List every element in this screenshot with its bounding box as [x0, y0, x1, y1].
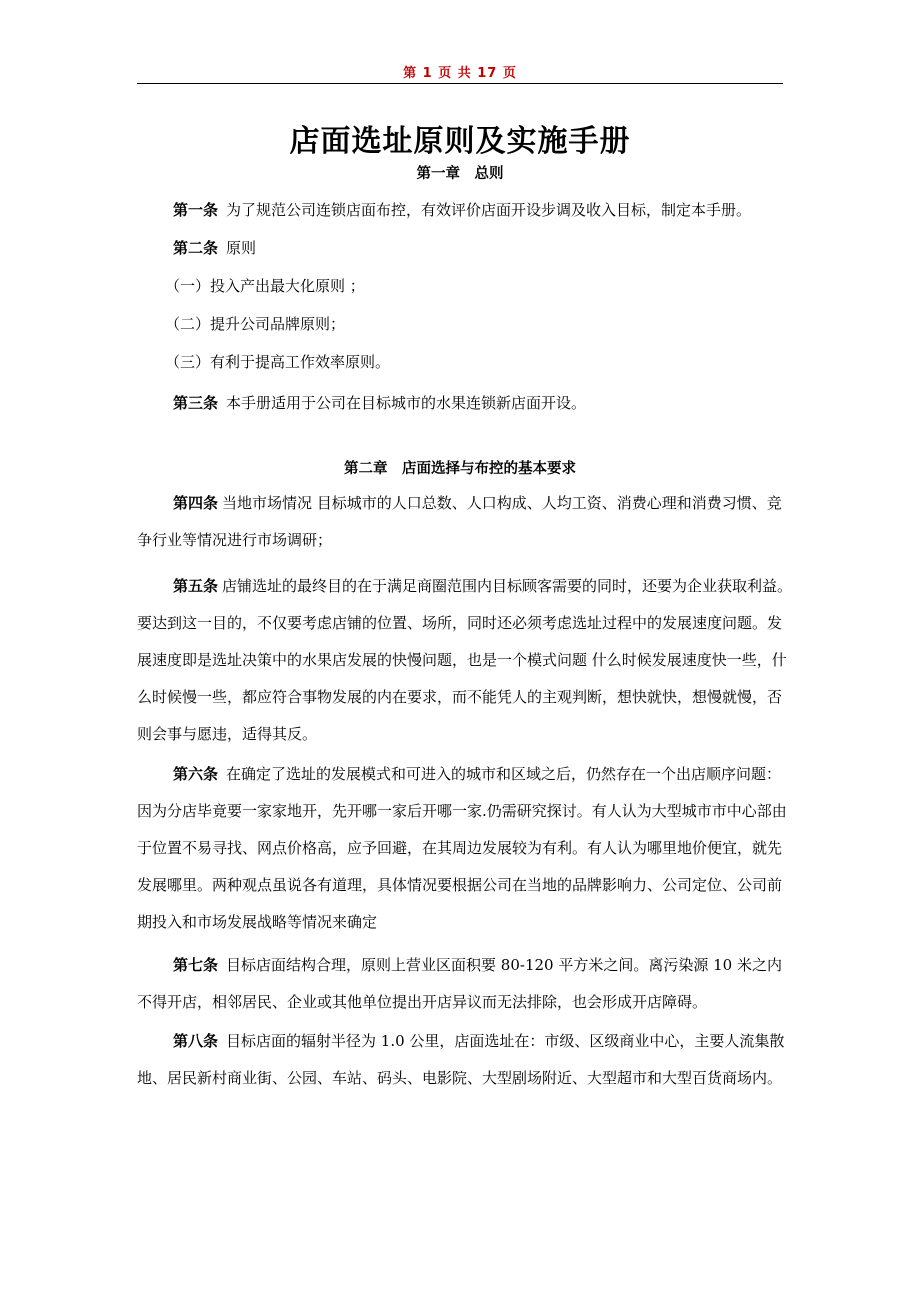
- article-2-text: 原则: [226, 239, 257, 257]
- chapter-1-heading: 第一章 总则: [416, 166, 504, 182]
- article-4-label: 第四条: [173, 494, 219, 512]
- article-7-label: 第七条: [173, 956, 219, 974]
- article-2: [137, 230, 793, 267]
- article-2-label: 第二条: [173, 239, 219, 257]
- page-indicator: 第 1 页 共 17 页: [403, 66, 517, 81]
- article-8-label: 第八条: [173, 1032, 219, 1050]
- chapter-2-heading: 第二章 店面选择与布控的基本要求: [344, 461, 576, 477]
- principle-item-1: （一）投入产出最大化原则 ；: [165, 277, 365, 295]
- article-6-text: 在确定了选址的发展模式和可进入的城市和区域之后，仍然存在一个出店顺序问题：因为分店毕竟要一家家地开，先开哪一家后开哪一家.仍需研究探讨。有人认为大型城市市中心部由于位置不易寻找、网点价格高，应予回避，在其周边发展较为有利。有人认为哪里地价便宜，就先发展哪里。两种观点虽说各有道理，具体情况要根据公司在当地的品牌影响力、公司定位、公司前期投入和市场发展战略等情况来确定: [137, 765, 787, 931]
- article-3-text: 本手册适用于公司在目标城市的水果连锁新店面开设。: [226, 394, 587, 412]
- article-5-label: 第五条: [173, 577, 219, 595]
- article-4: [137, 485, 793, 559]
- article-6: [137, 756, 793, 941]
- article-8-text: 目标店面的辐射半径为 1.0 公里，店面选址在：市级、区级商业中心，主要人流集散地、居民新村商业街、公园、车站、码头、电影院、大型剧场附近、大型超市和大型百货商场内。: [137, 1032, 785, 1087]
- principle-item-2: （二）提升公司品牌原则；: [165, 315, 346, 333]
- article-1: [137, 192, 793, 229]
- article-6-label: 第六条: [173, 765, 219, 783]
- article-1-text: 为了规范公司连锁店面布控，有效评价店面开设步调及收入目标，制定本手册。: [226, 201, 752, 219]
- article-3: [137, 385, 793, 422]
- article-3-label: 第三条: [173, 394, 219, 412]
- header-divider: [137, 83, 783, 84]
- article-5: [137, 568, 793, 753]
- article-8: [137, 1023, 793, 1097]
- document-title: 店面选址原则及实施手册: [289, 124, 631, 159]
- principle-item-3: （三）有利于提高工作效率原则。: [165, 353, 391, 371]
- article-7: [137, 947, 793, 1021]
- article-7-text: 目标店面结构合理，原则上营业区面积要 80-120 平方米之间。离污染源 10 米之内不得开店，相邻居民、企业或其他单位提出开店异议而无法排除，也会形成开店障碍。: [137, 956, 782, 1011]
- article-5-text: 店铺选址的最终目的在于满足商圈范围内目标顾客需要的同时，还要为企业获取利益。要达到这一目的，不仅要考虑店铺的位置、场所，同时还必须考虑选址过程中的发展速度问题。发展速度即是选址决策中的水果店发展的快慢问题，也是一个模式问题 什么时候发展速度快一些，什么时候慢一些，都应符合事物发展的内在要求，而不能凭人的主观判断，想快就快，想慢就慢，否则会事与愿违，适得其反。: [137, 577, 793, 743]
- article-1-label: 第一条: [173, 201, 219, 219]
- article-4-text: 当地市场情况 目标城市的人口总数、人口构成、人均工资、消费心理和消费习惯、竞争行业等情况进行市场调研；: [137, 494, 782, 549]
